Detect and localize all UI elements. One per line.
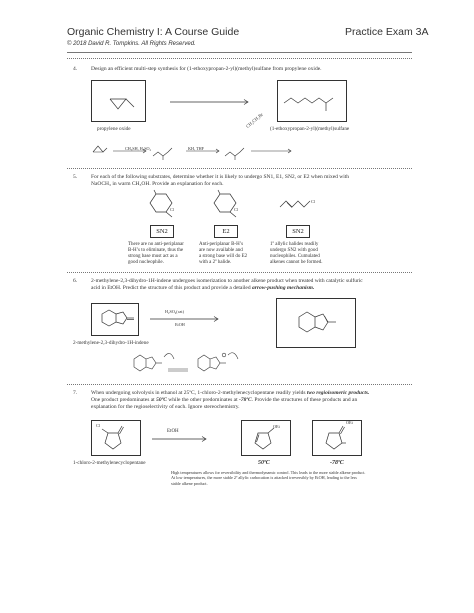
q6-start-label: 2-methylene-2,3-dihydro-1H-indene <box>73 340 149 346</box>
q5-expl3-line2: undergo SN2 with good <box>270 248 318 253</box>
q7-start-label: 1-chloro-2-methylenecyclopentane <box>73 460 146 466</box>
q7-prompt-line1-text: When undergoing solvolysis in ethanol at 25ºC, 1-chloro-2-methylenecyclopentane readily yields <box>91 390 307 396</box>
q7-product1-structure <box>242 421 292 457</box>
propylene-oxide-structure <box>92 81 147 123</box>
q7-prompt-temp2: -78ºC <box>239 397 252 403</box>
q4-retrosynthesis-arrow <box>170 99 250 105</box>
q6-reaction-arrow <box>150 316 220 322</box>
copyright-notice: © 2018 David R. Tompkins. All Rights Reserved. <box>67 41 196 47</box>
section-divider <box>67 58 412 59</box>
q7-prompt-line2-c: . Provide the structures of these products and an <box>251 397 358 403</box>
methylene-indane-structure <box>92 304 140 337</box>
q5-substrate1-structure <box>142 190 182 226</box>
q4-answer-scheme <box>91 140 301 162</box>
q5-answer2: E2 <box>222 228 230 235</box>
q7-product1-box <box>241 420 291 456</box>
q5-expl3-line3: nucleophiles. Cumulated <box>270 254 320 259</box>
q6-reagent-bottom: EtOH <box>175 322 185 327</box>
q5-explanation1 <box>128 242 192 266</box>
q7-note-line3: stable alkene product. <box>171 480 208 486</box>
q6-product-box <box>276 298 356 348</box>
q5-number: 5. <box>73 174 78 180</box>
q5-expl1-line3: strong base must act as a <box>128 254 178 259</box>
q4-step1-reagents: CH₃SH, H₂SO₄ <box>125 146 152 151</box>
q6-mechanism-sketch <box>128 345 308 381</box>
q5-answer3: SN2 <box>292 228 304 235</box>
q7-prompt-line2 <box>91 397 413 404</box>
q5-expl2-line1: Anti-periplanar B-H’s <box>199 242 244 247</box>
q5-expl2-line3: a strong base will do E2 <box>199 254 248 259</box>
q7-temp-left: 50ºC <box>258 460 270 466</box>
q5-divider <box>67 272 412 273</box>
q7-number: 7. <box>73 390 78 396</box>
q6-reagent-top: H₂SO₄(cat) <box>165 309 184 314</box>
q5-answer1-box <box>150 225 174 238</box>
q4-number: 4. <box>73 66 78 72</box>
q4-start-box <box>91 80 146 122</box>
q5-answer1: SN2 <box>156 228 168 235</box>
q7-product2-oet: OEt <box>346 420 353 425</box>
q4-divider <box>67 168 412 169</box>
q5-expl1-line1: There are no anti-periplanar <box>128 242 184 247</box>
methyl-indene-structure <box>277 299 357 349</box>
q4-start-label: propylene oxide <box>97 126 131 132</box>
q5-expl2-line2: are now available and <box>199 248 243 253</box>
q7-product1-oet: OEt <box>273 424 280 429</box>
q7-note-line1: High temperatures allows for reversibility and thermodynamic control. This leads to the more stable alkene product. <box>171 470 366 475</box>
q5-prompt-line2: NaOCH₃ in warm CH₃OH. Provide an explanation for each. <box>91 181 224 187</box>
q5-explanation3 <box>270 242 336 266</box>
ether-sulfane-structure <box>278 81 348 123</box>
q6-prompt-line2-text: acid in EtOH. Predict the structure of this product and provide a detailed <box>91 285 252 291</box>
q4-prompt: Design an efficient multi-step synthesis for (1-ethoxypropan-2-yl)(methyl)sulfane from propylene oxide. <box>91 66 322 72</box>
exam-title: Practice Exam 3A <box>345 26 429 38</box>
q5-substrate2-cl: Cl <box>234 207 238 212</box>
q7-reaction-arrow <box>152 436 208 442</box>
q5-prompt-line1: For each of the following substrates, determine whether it is likely to undergo SN1, E1, SN2, or E2 when mixed with <box>91 174 350 180</box>
q5-answer2-box <box>214 225 238 238</box>
q7-prompt-line3: explanation for the regioselectivity of each. Ignore stereochemistry. <box>91 404 240 410</box>
q7-start-cl: Cl <box>96 423 100 428</box>
q7-product2-box <box>312 420 362 456</box>
q7-explanation-note <box>171 470 415 486</box>
q5-explanation2 <box>199 242 263 266</box>
q6-prompt-emphasis: arrow-pushing mechanism. <box>251 285 315 291</box>
q6-start-box <box>91 303 139 336</box>
q7-prompt-line1 <box>91 390 413 397</box>
q7-note-line2: At low temperatures, the more stable 2º allylic carbocation is attacked irreversibly by EtOH, leading to the less <box>171 475 357 481</box>
q5-expl1-line4: good nucleophile. <box>128 260 164 265</box>
q6-prompt-line1: 2-methylene-2,3-dihydro-1H-indene undergoes isomerization to another alkene product when treated with catalytic sulfuric <box>91 278 363 284</box>
q6-prompt-line2 <box>91 285 413 292</box>
q5-substrate3-structure <box>276 193 326 219</box>
q5-substrate2-structure <box>206 190 246 226</box>
q7-temp-right: -78ºC <box>330 460 344 466</box>
q7-prompt-line2-b: while the other predominates at <box>166 397 239 403</box>
q4-step2-reagents: KH, THF <box>188 146 204 151</box>
q4-product-label: (1-ethoxypropan-2-yl)(methyl)sulfane <box>270 126 350 132</box>
q6-number: 6. <box>73 278 78 284</box>
q5-expl3-line4: alkenes cannot be formed. <box>270 260 323 265</box>
q4-diagonal-reagent: CH₃CH₂Br <box>245 111 264 129</box>
q7-prompt-temp1: 50ºC <box>156 397 167 403</box>
q7-reagent: EtOH <box>167 429 179 434</box>
header-divider <box>67 52 412 53</box>
q5-answer3-box <box>286 225 310 238</box>
q7-prompt-emphasis: two regioisomeric products. <box>306 390 370 396</box>
q6-divider <box>67 384 412 385</box>
q5-expl3-line1: 1º allylic halides readily <box>270 242 319 247</box>
q5-substrate1-cl: Cl <box>170 207 174 212</box>
q7-product2-structure <box>313 421 363 457</box>
q5-expl1-line2: B-H’s to eliminate, thus the <box>128 248 184 253</box>
document-title: Organic Chemistry I: A Course Guide <box>67 26 240 38</box>
q5-substrate3-cl: Cl <box>311 199 315 204</box>
q7-prompt-line2-a: One product predominates at <box>91 397 157 403</box>
q5-expl2-line4: with a 2º halide. <box>199 260 232 265</box>
q4-product-box <box>277 80 347 122</box>
